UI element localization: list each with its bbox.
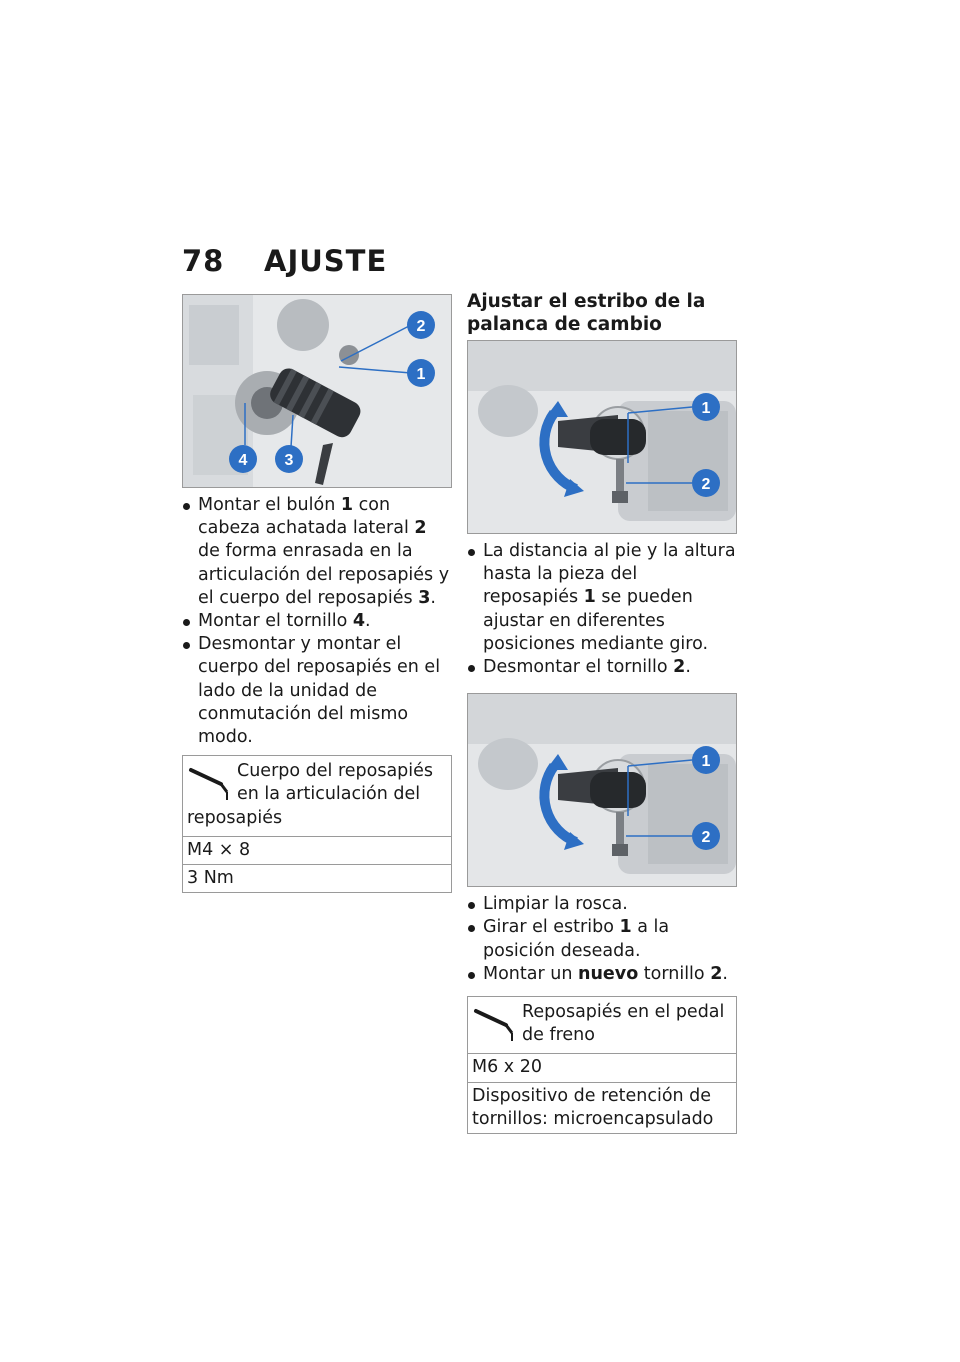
svg-text:1: 1 — [416, 366, 426, 383]
page-number: 78 — [182, 244, 225, 278]
list-item: La distancia al pie y la altura hasta la pieza del reposapiés 1 se pueden ajustar en diferentes posiciones mediante giro. — [467, 540, 737, 656]
right-bullet-list-2 — [467, 893, 737, 986]
spec-row: 3 Nm — [183, 864, 451, 892]
torque-wrench-icon — [187, 762, 233, 802]
svg-text:1: 1 — [701, 753, 711, 771]
svg-text:4: 4 — [238, 452, 248, 469]
callout-1-icon — [692, 746, 720, 774]
left-bullet-list — [182, 494, 452, 749]
shift-lever-figure-2 — [467, 693, 737, 887]
callout-4-icon — [229, 445, 257, 473]
left-column — [182, 294, 452, 893]
list-item: Montar el tornillo 4. — [182, 610, 452, 633]
callout-2-icon — [692, 469, 720, 497]
footrest-illustration — [183, 295, 451, 487]
svg-text:2: 2 — [701, 476, 711, 493]
svg-text:3: 3 — [284, 452, 294, 469]
right-bullet-list-1 — [467, 540, 737, 679]
list-item: Desmontar y montar el cuerpo del reposapiés en el lado de la unidad de conmutación del mismo modo. — [182, 633, 452, 749]
spec-row: M4 × 8 — [183, 836, 451, 864]
list-item: Montar un nuevo tornillo 2. — [467, 963, 737, 986]
callout-1-icon — [407, 359, 435, 387]
list-item: Girar el estribo 1 a la posición deseada. — [467, 916, 737, 962]
svg-text:2: 2 — [416, 318, 426, 335]
spec-row: Dispositivo de retención de tornillos: microencapsulado — [468, 1082, 736, 1133]
shift-lever-illustration-1 — [468, 341, 736, 533]
svg-text:2: 2 — [701, 829, 711, 847]
torque-wrench-icon — [472, 1003, 518, 1043]
spec-title-row: Reposapiés en el pedal de freno — [468, 997, 736, 1053]
page-header — [182, 244, 387, 278]
torque-spec-table — [467, 996, 737, 1134]
footrest-figure — [182, 294, 452, 488]
torque-spec-table — [182, 755, 452, 893]
callout-2-icon — [692, 822, 720, 850]
list-item: Montar el bulón 1 con cabeza achatada lateral 2 de forma enrasada en la articulación del reposapiés y el cuerpo del reposapiés 3. — [182, 494, 452, 610]
list-item: Limpiar la rosca. — [467, 893, 737, 916]
shift-lever-illustration-2 — [468, 694, 736, 886]
callout-3-icon — [275, 445, 303, 473]
section-heading: Ajustar el estribo de la palanca de cambio — [467, 291, 706, 335]
callout-1-icon — [692, 393, 720, 421]
callout-2-icon — [407, 311, 435, 339]
spec-row: M6 x 20 — [468, 1053, 736, 1081]
svg-text:1: 1 — [701, 400, 711, 417]
section-title: AJUSTE — [264, 244, 388, 278]
right-column — [467, 290, 737, 1134]
shift-lever-figure-1 — [467, 340, 737, 534]
spec-title-row: Cuerpo del reposapiés en la articulación del reposapiés — [187, 761, 434, 828]
list-item: Desmontar el tornillo 2. — [467, 656, 737, 679]
